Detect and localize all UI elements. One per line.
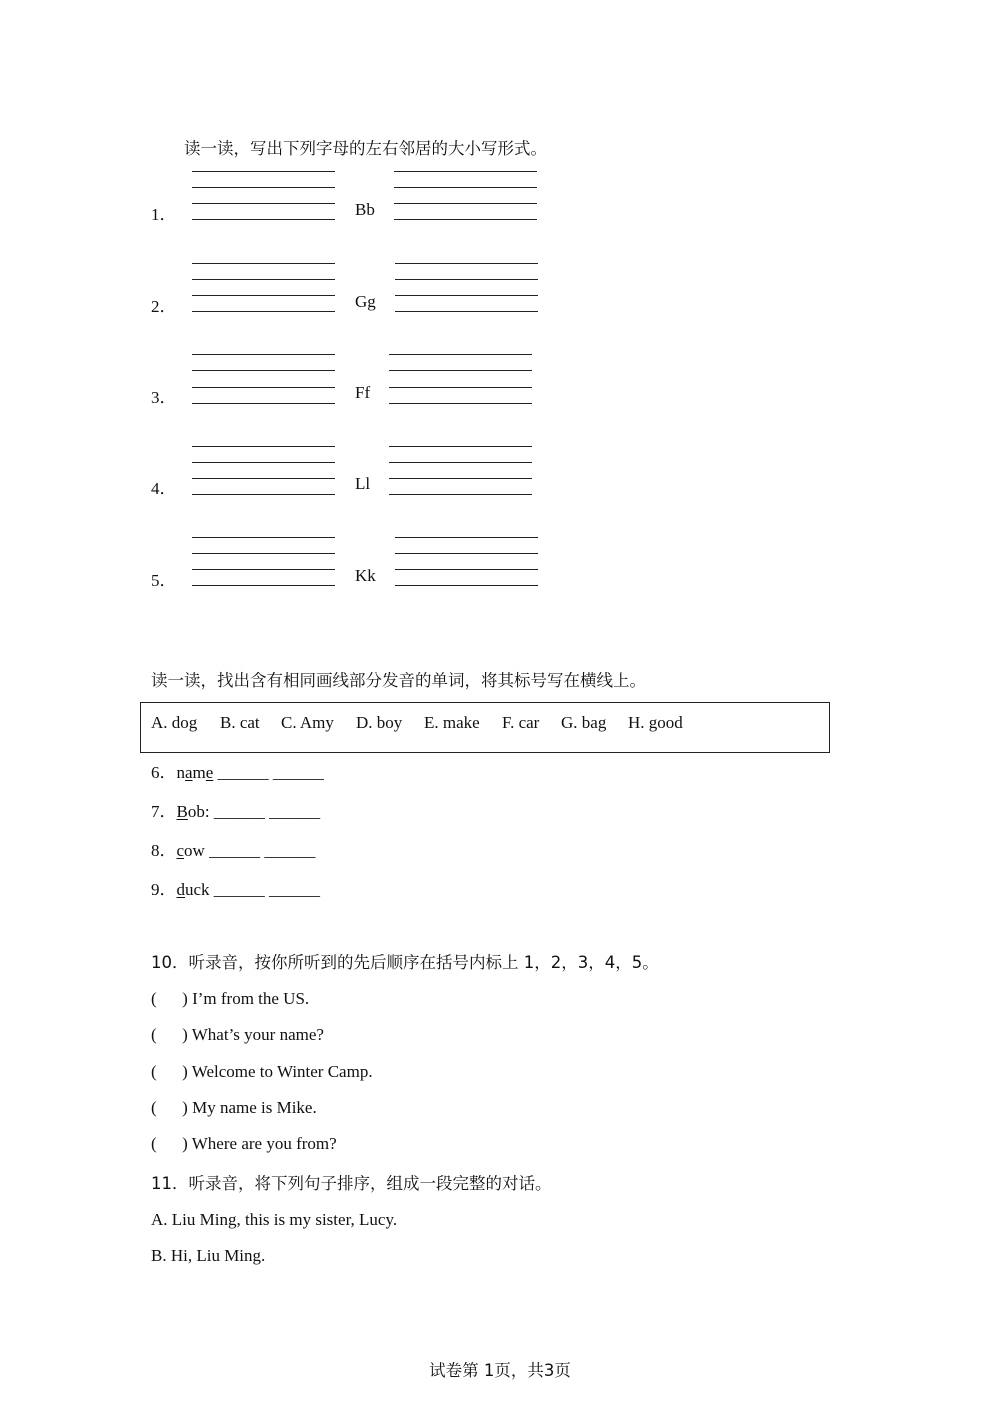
question-9 bbox=[151, 875, 320, 900]
writing-line[interactable] bbox=[192, 370, 335, 371]
writing-line[interactable] bbox=[395, 279, 538, 280]
writing-line[interactable] bbox=[192, 279, 335, 280]
ordering-line[interactable]: ( ) I’m from the US. bbox=[151, 989, 310, 1008]
writing-line[interactable] bbox=[395, 263, 538, 264]
writing-line[interactable] bbox=[192, 219, 335, 220]
writing-line[interactable] bbox=[192, 387, 335, 388]
writing-line[interactable] bbox=[192, 203, 335, 204]
writing-line[interactable] bbox=[389, 370, 532, 371]
writing-line[interactable] bbox=[389, 446, 532, 447]
item-number: 1． bbox=[151, 205, 177, 224]
writing-line[interactable] bbox=[192, 553, 335, 554]
word-option: C. Amy bbox=[281, 713, 334, 732]
item-number: 5． bbox=[151, 571, 177, 590]
underlined-part: c bbox=[176, 841, 185, 860]
word-option: D. boy bbox=[356, 713, 403, 732]
word-option: H. good bbox=[628, 713, 683, 732]
answer-blanks[interactable]: ______ ______ bbox=[209, 880, 321, 899]
ordering-line[interactable]: ( ) Welcome to Winter Camp. bbox=[151, 1062, 373, 1081]
letter-pair: Ll bbox=[355, 474, 371, 493]
item-number: 4． bbox=[151, 479, 177, 498]
writing-line[interactable] bbox=[192, 403, 335, 404]
underlined-part: d bbox=[176, 880, 185, 899]
writing-line[interactable] bbox=[395, 553, 538, 554]
ordering-line[interactable]: ( ) What’s your name? bbox=[151, 1025, 324, 1044]
writing-line[interactable] bbox=[192, 187, 335, 188]
question-number: 9． bbox=[151, 880, 177, 899]
writing-line[interactable] bbox=[394, 187, 537, 188]
word-option: G. bag bbox=[561, 713, 607, 732]
writing-line[interactable] bbox=[394, 203, 537, 204]
word-part: m bbox=[192, 763, 206, 782]
writing-line[interactable] bbox=[192, 585, 335, 586]
writing-line[interactable] bbox=[192, 263, 335, 264]
letter-pair: Gg bbox=[355, 292, 376, 311]
q10-title: 10．听录音，按你所听到的先后顺序在括号内标上 1，2，3，4，5。 bbox=[151, 953, 659, 972]
ordering-line[interactable]: ( ) Where are you from? bbox=[151, 1134, 337, 1153]
word-part: ob: bbox=[187, 802, 210, 821]
section1-instruction: 读一读，写出下列字母的左右邻居的大小写形式。 bbox=[184, 139, 547, 158]
writing-line[interactable] bbox=[192, 446, 335, 447]
writing-line[interactable] bbox=[192, 354, 335, 355]
writing-line[interactable] bbox=[192, 311, 335, 312]
dialogue-line: A. Liu Ming, this is my sister, Lucy. bbox=[151, 1210, 398, 1229]
answer-blanks[interactable]: ______ ______ bbox=[204, 841, 316, 860]
writing-line[interactable] bbox=[389, 387, 532, 388]
word-part: n bbox=[176, 763, 185, 782]
item-number: 2． bbox=[151, 297, 177, 316]
underlined-part: a bbox=[185, 763, 193, 782]
writing-line[interactable] bbox=[389, 403, 532, 404]
q11-title: 11．听录音，将下列句子排序，组成一段完整的对话。 bbox=[151, 1174, 552, 1193]
item-number: 3． bbox=[151, 388, 177, 407]
writing-line[interactable] bbox=[395, 585, 538, 586]
dialogue-line: B. Hi, Liu Ming. bbox=[151, 1246, 266, 1265]
writing-line[interactable] bbox=[192, 478, 335, 479]
question-number: 8． bbox=[151, 841, 177, 860]
answer-blanks[interactable]: ______ ______ bbox=[209, 802, 321, 821]
writing-line[interactable] bbox=[394, 219, 537, 220]
writing-line[interactable] bbox=[192, 171, 335, 172]
question-6 bbox=[151, 758, 324, 783]
word-part: uck bbox=[185, 880, 210, 899]
writing-line[interactable] bbox=[395, 537, 538, 538]
writing-line[interactable] bbox=[192, 569, 335, 570]
letter-pair: Ff bbox=[355, 383, 371, 402]
question-number: 7． bbox=[151, 802, 177, 821]
word-part: ow bbox=[184, 841, 205, 860]
underlined-part: e bbox=[205, 763, 214, 782]
writing-line[interactable] bbox=[389, 478, 532, 479]
page-footer: 试卷第 1页，共3页 bbox=[429, 1361, 571, 1380]
writing-line[interactable] bbox=[192, 537, 335, 538]
writing-line[interactable] bbox=[389, 462, 532, 463]
writing-line[interactable] bbox=[389, 494, 532, 495]
writing-line[interactable] bbox=[395, 295, 538, 296]
writing-line[interactable] bbox=[192, 494, 335, 495]
word-option: B. cat bbox=[220, 713, 260, 732]
word-option: F. car bbox=[502, 713, 540, 732]
writing-line[interactable] bbox=[395, 311, 538, 312]
writing-line[interactable] bbox=[394, 171, 537, 172]
section2-instruction: 读一读，找出含有相同画线部分发音的单词，将其标号写在横线上。 bbox=[151, 671, 646, 690]
letter-pair: Bb bbox=[355, 200, 375, 219]
answer-blanks[interactable]: ______ ______ bbox=[213, 763, 324, 782]
writing-line[interactable] bbox=[192, 295, 335, 296]
letter-pair: Kk bbox=[355, 566, 376, 585]
underlined-part: B bbox=[176, 802, 188, 821]
question-7 bbox=[151, 797, 320, 822]
question-number: 6． bbox=[151, 763, 177, 782]
question-8 bbox=[151, 836, 315, 861]
writing-line[interactable] bbox=[389, 354, 532, 355]
word-option: E. make bbox=[424, 713, 480, 732]
word-option: A. dog bbox=[151, 713, 198, 732]
ordering-line[interactable]: ( ) My name is Mike. bbox=[151, 1098, 317, 1117]
writing-line[interactable] bbox=[395, 569, 538, 570]
writing-line[interactable] bbox=[192, 462, 335, 463]
